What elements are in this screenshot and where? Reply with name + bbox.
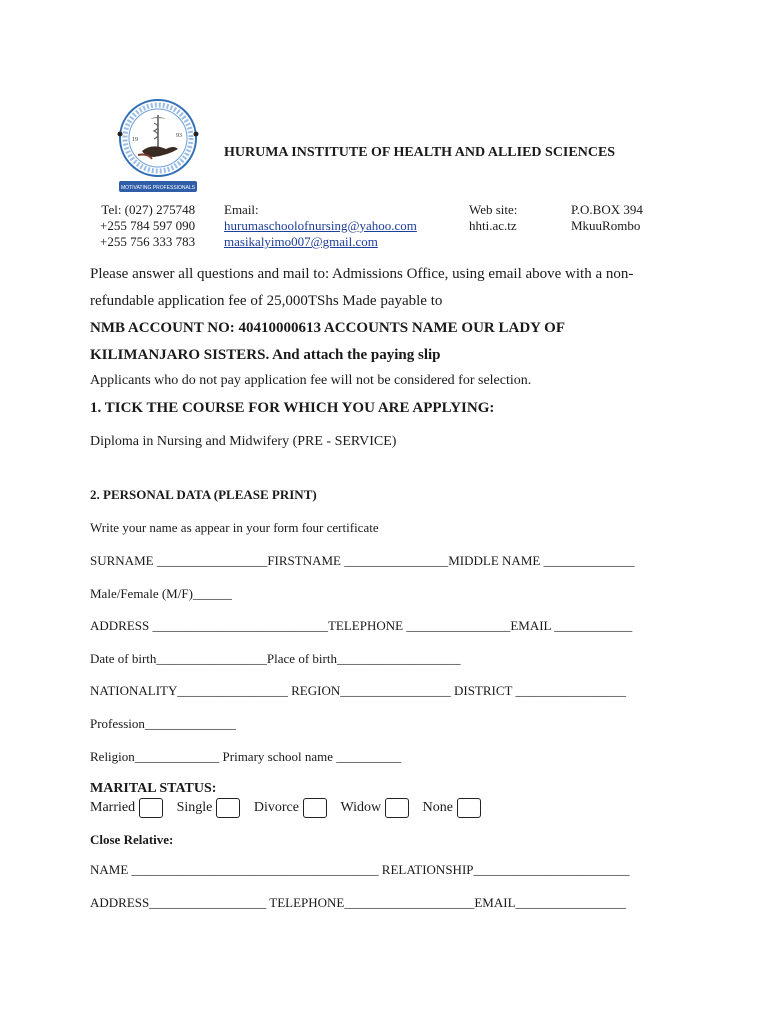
po-box: P.O.BOX 394 — [571, 202, 643, 217]
religion-field-line[interactable]: Religion_____________ Primary school name __________ — [90, 749, 402, 764]
names-field-line[interactable]: SURNAME _________________FIRSTNAME ________________MIDDLE NAME ______________ — [90, 553, 635, 568]
gender-field-line[interactable]: Male/Female (M/F)______ — [90, 586, 232, 601]
divorce-checkbox[interactable] — [303, 798, 327, 818]
close-relative-heading: Close Relative: — [90, 832, 174, 847]
marital-option-none[interactable]: None — [423, 798, 481, 818]
email-link-gmail[interactable]: masikalyimo007@gmail.com — [224, 234, 378, 249]
single-checkbox[interactable] — [216, 798, 240, 818]
website-value: hhti.ac.tz — [469, 218, 517, 233]
town: MkuuRombo — [571, 218, 641, 233]
telephone-line: +255 784 597 090 — [100, 218, 196, 233]
marital-option-single[interactable]: Single — [177, 798, 241, 818]
none-checkbox[interactable] — [457, 798, 481, 818]
intro-line-1: Please answer all questions and mail to: Admissions Office, using email above with a non- — [90, 266, 634, 282]
telephone-block — [100, 202, 195, 250]
institute-logo — [108, 93, 208, 196]
birth-field-line[interactable]: Date of birth_________________Place of birth___________________ — [90, 651, 461, 666]
profession-field-line[interactable]: Profession______________ — [90, 716, 236, 731]
email-label: Email: — [224, 202, 259, 217]
relative-address-field-line[interactable]: ADDRESS__________________ TELEPHONE____________________EMAIL_________________ — [90, 895, 627, 910]
marital-option-widow[interactable]: Widow — [340, 798, 409, 818]
telephone-line: +255 756 333 783 — [100, 234, 196, 249]
course-option[interactable]: Diploma in Nursing and Midwifery (PRE - SERVICE) — [90, 434, 397, 449]
marital-status-heading: MARITAL STATUS: — [90, 781, 217, 796]
institute-name: HURUMA INSTITUTE OF HEALTH AND ALLIED SCIENCES — [224, 145, 616, 160]
section-1-heading: 1. TICK THE COURSE FOR WHICH YOU ARE APPLYING: — [90, 400, 495, 416]
marital-option-married[interactable]: Married — [90, 798, 163, 818]
logo-year-left: 19 — [132, 137, 138, 143]
section-2-heading: 2. PERSONAL DATA (PLEASE PRINT) — [90, 487, 317, 502]
bank-account-line-1: NMB ACCOUNT NO: 40410000613 ACCOUNTS NAME OUR LADY OF — [90, 320, 566, 336]
email-link-yahoo[interactable]: hurumaschoolofnursing@yahoo.com — [224, 218, 417, 233]
website-label: Web site: — [469, 202, 518, 217]
name-instruction: Write your name as appear in your form four certificate — [90, 520, 379, 535]
intro-line-2: refundable application fee of 25,000TShs Made payable to — [90, 293, 443, 309]
marital-option-divorce[interactable]: Divorce — [254, 798, 327, 818]
relative-name-field-line[interactable]: NAME ______________________________________ RELATIONSHIP________________________ — [90, 862, 630, 877]
address-field-line[interactable]: ADDRESS ___________________________TELEPHONE ________________EMAIL ____________ — [90, 618, 633, 633]
logo-ribbon-text: MOTIVATING PROFESSIONALS — [121, 185, 195, 191]
email-block — [224, 202, 417, 250]
address-block — [571, 202, 643, 234]
bank-account-line-2: KILIMANJARO SISTERS. And attach the paying slip — [90, 347, 441, 363]
logo-year-right: 93 — [176, 133, 182, 139]
married-checkbox[interactable] — [139, 798, 163, 818]
website-block — [469, 202, 517, 234]
marital-status-options — [90, 798, 491, 818]
fee-warning: Applicants who do not pay application fee will not be considered for selection. — [90, 373, 532, 388]
nationality-field-line[interactable]: NATIONALITY_________________ REGION_________________ DISTRICT _________________ — [90, 683, 626, 698]
telephone-line: Tel: (027) 275748 — [101, 202, 196, 217]
widow-checkbox[interactable] — [385, 798, 409, 818]
